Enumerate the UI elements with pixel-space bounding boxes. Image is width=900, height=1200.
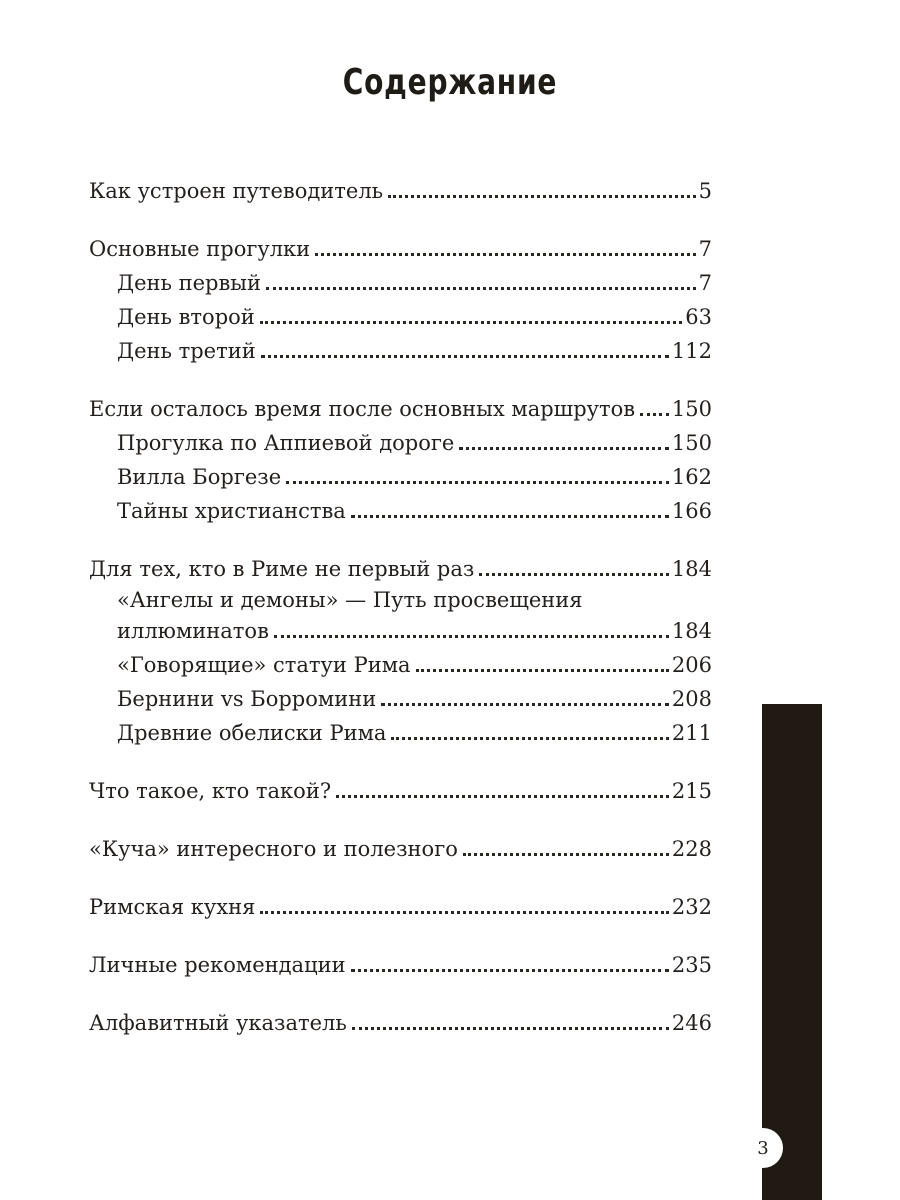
- toc-entry-day-two[interactable]: [89, 299, 712, 333]
- toc-entry-page: 215: [671, 779, 712, 803]
- toc-entry-page: 184: [671, 619, 712, 643]
- toc-entry-label: Если осталось время после основных маршрутов: [89, 397, 636, 421]
- toc-entry-label: «Говорящие» статуи Рима: [117, 653, 411, 677]
- toc-entry-label: Личные рекомендации: [89, 953, 346, 977]
- toc-entry-label: Бернини vs Борромини: [117, 687, 377, 711]
- chapter-tab: [762, 704, 822, 1200]
- dot-leader: [463, 853, 669, 856]
- toc-entry-page: 208: [671, 687, 712, 711]
- toc-entry-page: 7: [698, 271, 712, 295]
- toc-entry-label: Древние обелиски Рима: [117, 721, 387, 745]
- toc-entry-page: 211: [671, 721, 712, 745]
- toc-entry-bernini-borromini[interactable]: [89, 681, 712, 715]
- table-of-contents: [89, 173, 712, 1039]
- toc-entry-label: «Куча» интересного и полезного: [89, 837, 458, 861]
- dot-leader: [261, 355, 669, 358]
- toc-entry-page: 246: [671, 1011, 712, 1035]
- toc-entry-page: 235: [671, 953, 712, 977]
- toc-entry-who-what[interactable]: [89, 773, 712, 807]
- toc-entry-villa-borghese[interactable]: [89, 459, 712, 493]
- toc-entry-appian-way[interactable]: [89, 425, 712, 459]
- toc-entry-index[interactable]: [89, 1005, 712, 1039]
- dot-leader: [266, 287, 696, 290]
- dot-leader: [352, 1027, 669, 1030]
- toc-entry-page: 5: [698, 179, 712, 203]
- toc-entry-roman-cuisine[interactable]: [89, 889, 712, 923]
- toc-entry-page: 228: [671, 837, 712, 861]
- toc-entry-extra-time[interactable]: [89, 391, 712, 425]
- toc-entry-label: Для тех, кто в Риме не первый раз: [89, 557, 475, 581]
- dot-leader: [640, 413, 669, 416]
- toc-entry-useful-pile[interactable]: [89, 831, 712, 865]
- toc-entry-page: 162: [671, 465, 712, 489]
- dot-leader: [336, 795, 669, 798]
- page-title: Содержание: [342, 62, 558, 103]
- toc-entry-page: 150: [671, 397, 712, 421]
- page-number: 3: [743, 1128, 783, 1168]
- toc-entry-label: Тайны христианства: [117, 499, 346, 523]
- toc-entry-not-first-time[interactable]: [89, 551, 712, 585]
- dot-leader: [391, 737, 668, 740]
- toc-entry-label: Основные прогулки: [89, 237, 311, 261]
- toc-entry-guide-structure[interactable]: [89, 173, 712, 207]
- toc-entry-main-walks[interactable]: [89, 231, 712, 265]
- toc-entry-page: 232: [671, 895, 712, 919]
- toc-entry-christianity-secrets[interactable]: [89, 493, 712, 527]
- dot-leader: [479, 573, 669, 576]
- toc-entry-recommendations[interactable]: [89, 947, 712, 981]
- dot-leader: [315, 253, 695, 256]
- toc-entry-page: 206: [671, 653, 712, 677]
- toc-entry-page: 166: [671, 499, 712, 523]
- toc-entry-label: Как устроен путеводитель: [89, 179, 384, 203]
- toc-entry-label: День третий: [117, 339, 256, 363]
- toc-entry-label-line2: иллюминатов: [117, 619, 269, 643]
- toc-entry-page: 184: [671, 557, 712, 581]
- toc-entry-page: 63: [685, 305, 712, 329]
- toc-entry-page: 150: [671, 431, 712, 455]
- toc-entry-day-one[interactable]: [89, 265, 712, 299]
- toc-entry-obelisks[interactable]: [89, 715, 712, 749]
- dot-leader: [286, 481, 669, 484]
- dot-leader: [351, 515, 669, 518]
- dot-leader: [459, 447, 669, 450]
- toc-entry-label-line1: «Ангелы и демоны» — Путь просвещения: [117, 588, 583, 612]
- dot-leader: [416, 669, 669, 672]
- toc-entry-label: Римская кухня: [89, 895, 256, 919]
- toc-entry-label: Прогулка по Аппиевой дороге: [117, 431, 455, 455]
- toc-entry-label: День второй: [117, 305, 255, 329]
- toc-entry-day-three[interactable]: [89, 333, 712, 367]
- dot-leader: [381, 703, 669, 706]
- toc-entry-talking-statues[interactable]: [89, 647, 712, 681]
- dot-leader: [274, 635, 669, 638]
- dot-leader: [351, 969, 669, 972]
- toc-entry-label: День первый: [117, 271, 262, 295]
- dot-leader: [260, 911, 669, 914]
- toc-entry-page: 7: [698, 237, 712, 261]
- toc-entry-angels-demons[interactable]: [89, 585, 712, 647]
- dot-leader: [388, 195, 696, 198]
- toc-entry-label: Алфавитный указатель: [89, 1011, 347, 1035]
- toc-entry-page: 112: [671, 339, 712, 363]
- dot-leader: [260, 321, 682, 324]
- toc-entry-label: Вилла Боргезе: [117, 465, 282, 489]
- toc-entry-label: Что такое, кто такой?: [89, 779, 332, 803]
